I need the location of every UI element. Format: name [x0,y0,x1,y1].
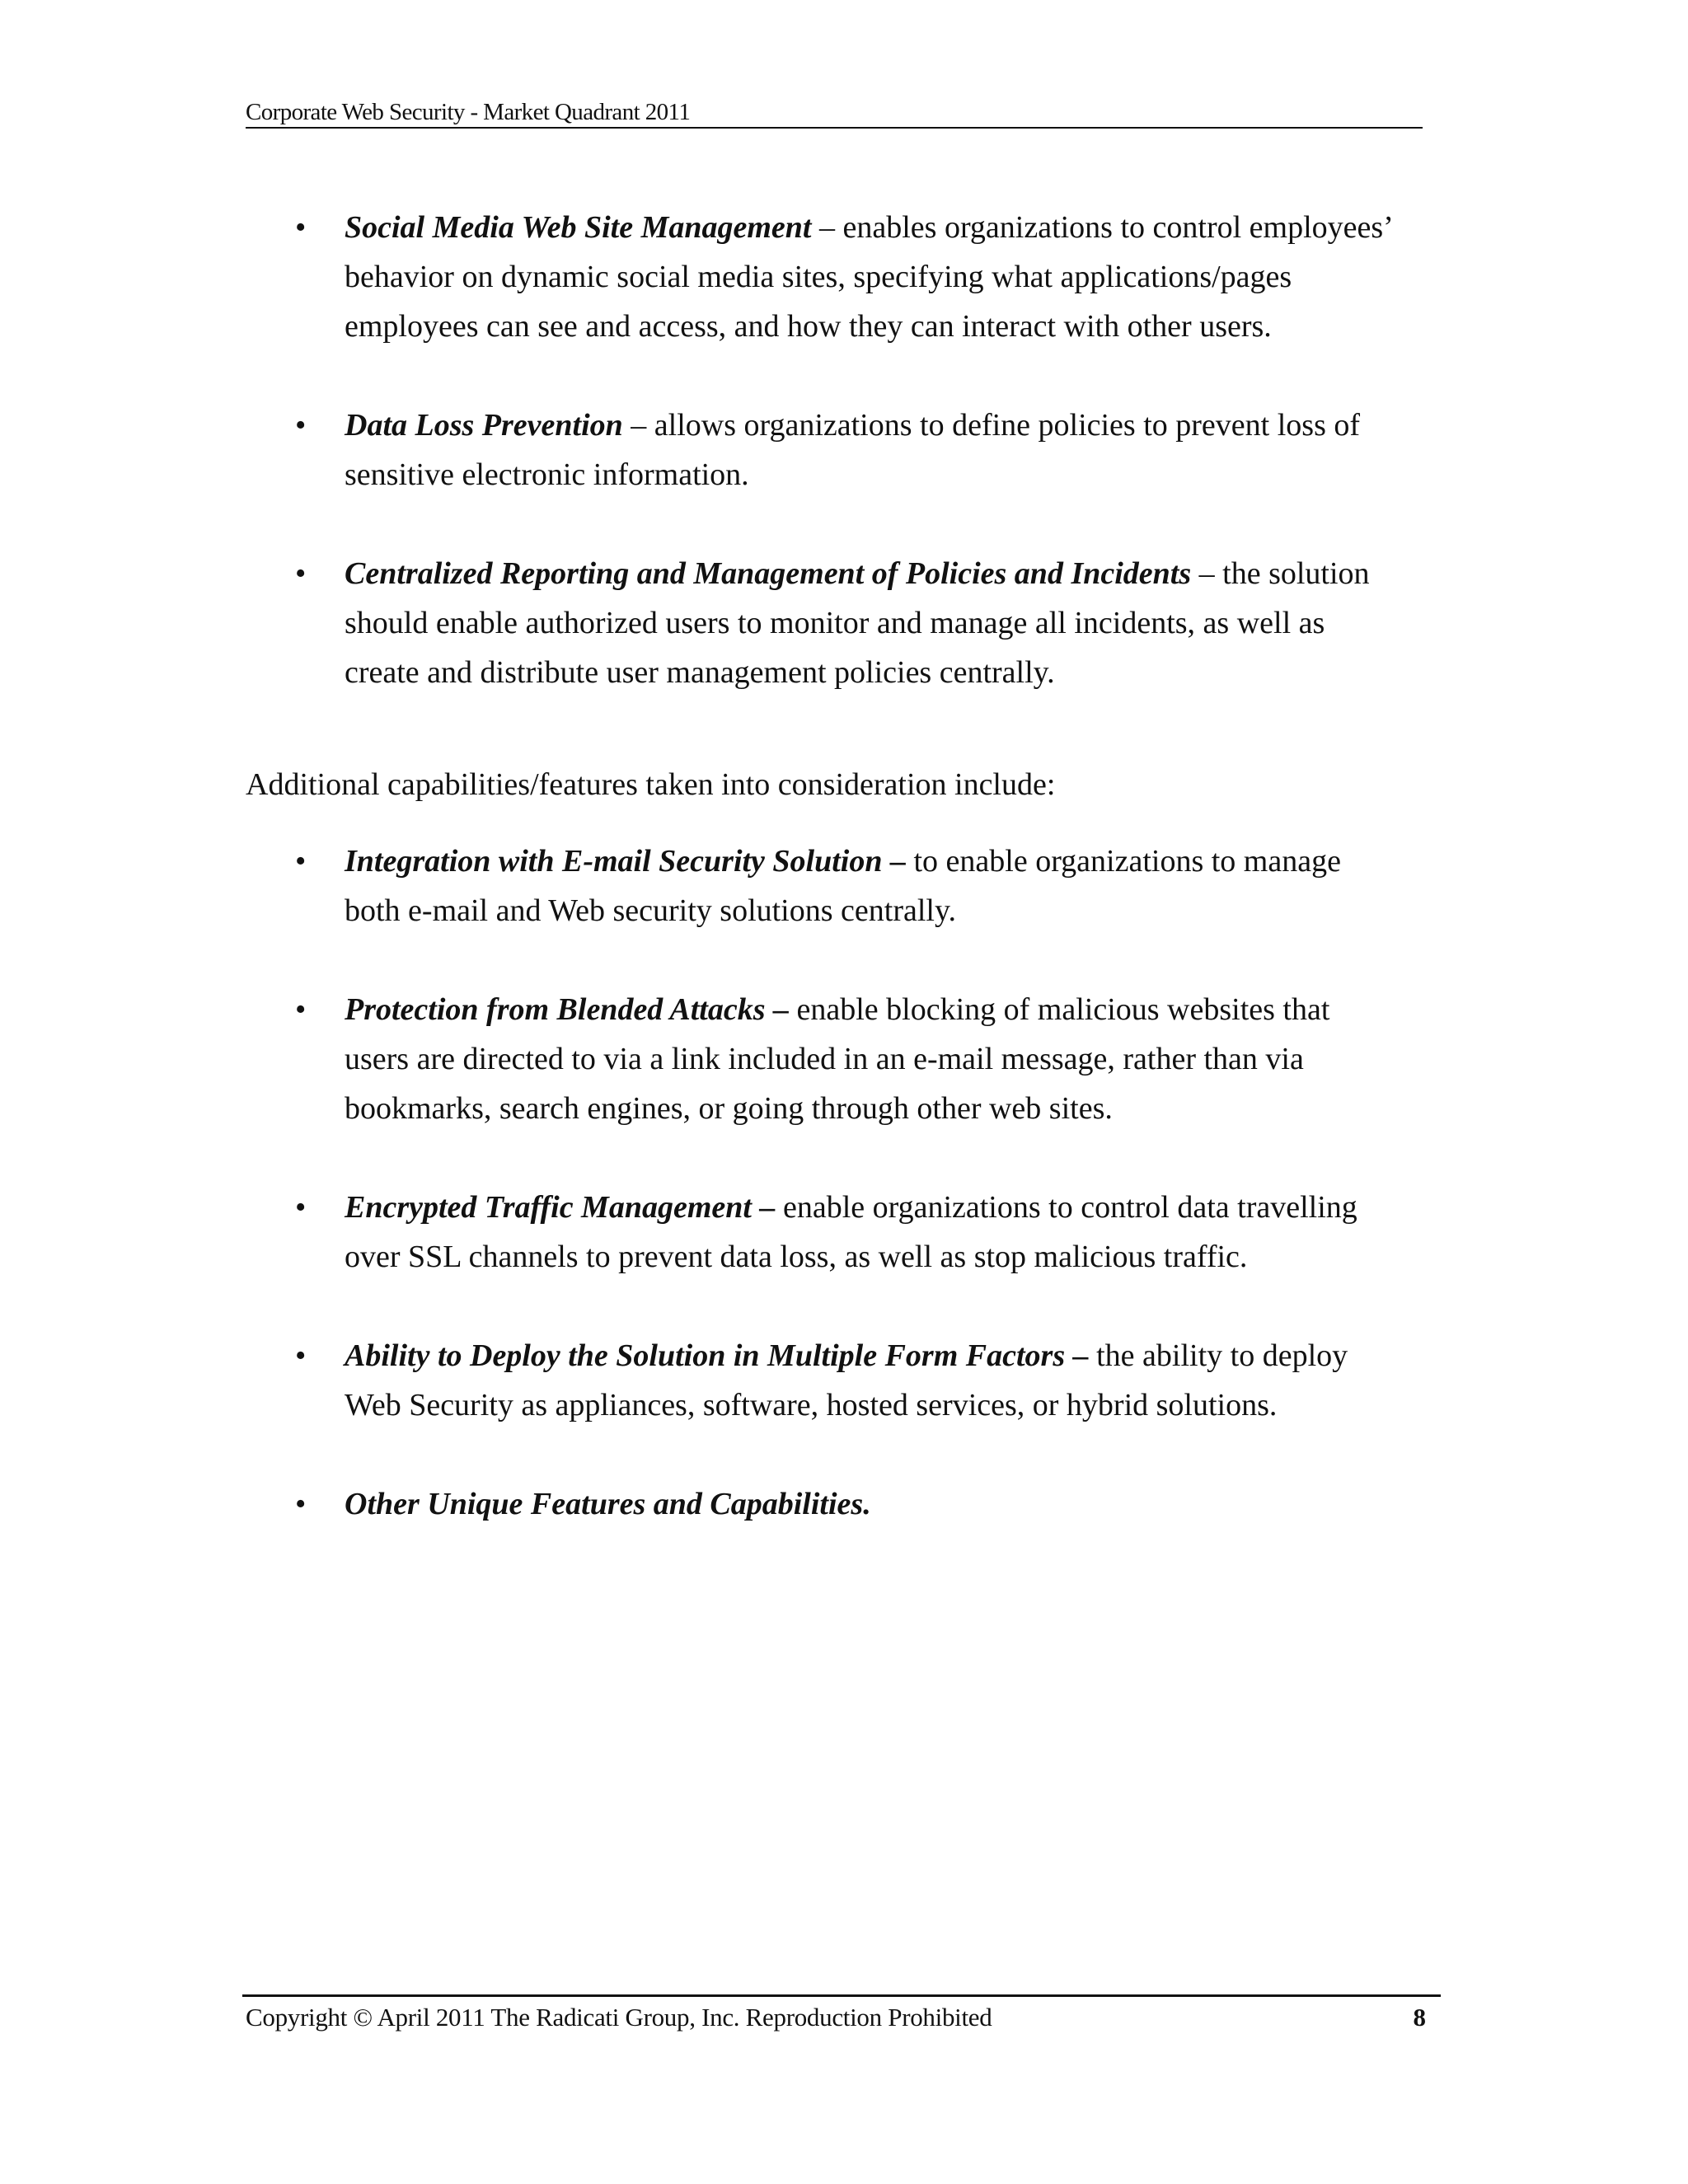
bullet-icon: • [295,556,307,591]
list-item [246,1183,1449,1282]
term-separator [1089,1338,1097,1373]
bullet-icon: • [295,210,307,245]
description-line: to enable organizations to manage [913,844,1341,879]
list-item-first-line [345,837,1449,886]
term-separator [775,1190,783,1225]
list-item [246,1479,1449,1529]
term-separator [789,992,797,1027]
description-line: sensitive electronic information. [345,457,749,492]
list-item-first-line [345,1331,1449,1380]
description-line: over SSL channels to prevent data loss, as well as stop malicious traffic. [345,1240,1248,1274]
description-line: enable organizations to control data travelling [782,1190,1357,1225]
feature-term: Data Loss Prevention [345,408,623,443]
description-line: create and distribute user management policies centrally. [345,655,1055,690]
feature-term: Centralized Reporting and Management of Policies and Incidents [345,556,1192,591]
term-separator: – [1191,556,1223,591]
description-line: both e-mail and Web security solutions centrally. [345,893,956,928]
list-item [246,203,1449,351]
page-number: 8 [1413,2003,1426,2032]
list-item-first-line [345,549,1449,598]
feature-term: Integration with E-mail Security Solution – [345,844,906,879]
running-header: Corporate Web Security - Market Quadrant 2011 [246,97,1423,129]
list-item-first-line [345,985,1449,1034]
list-item [246,401,1449,499]
list-item-first-line [345,401,1449,450]
list-item [246,1331,1449,1430]
footer-divider [242,1994,1441,1997]
list-item [246,549,1449,697]
feature-term: Ability to Deploy the Solution in Multiple Form Factors – [345,1338,1089,1373]
description-line: bookmarks, search engines, or going through other web sites. [345,1091,1113,1126]
bullet-icon: • [295,992,307,1027]
additional-capabilities-list [246,837,1449,1529]
bullet-icon: • [295,1190,307,1225]
description-line: the solution [1222,556,1370,591]
description-line: should enable authorized users to monitor and manage all incidents, as well as [345,606,1325,640]
bullet-icon: • [295,408,307,443]
list-item-first-line [345,1479,1449,1529]
list-item-first-line [345,203,1449,252]
list-item [246,985,1449,1133]
description-line: employees can see and access, and how they can interact with other users. [345,309,1272,344]
term-separator [906,844,914,879]
intro-paragraph: Additional capabilities/features taken into consideration include: [246,767,1056,802]
term-separator: – [622,408,654,443]
description-line: enables organizations to control employees’ [842,210,1394,245]
description-line: users are directed to via a link included in an e-mail message, rather than via [345,1042,1304,1076]
feature-term: Protection from Blended Attacks – [345,992,790,1027]
list-item-first-line [345,1183,1449,1232]
feature-term: Other Unique Features and Capabilities. [345,1487,871,1521]
description-line: behavior on dynamic social media sites, specifying what applications/pages [345,260,1292,294]
description-line: the ability to deploy [1096,1338,1348,1373]
description-line: allows organizations to define policies to prevent loss of [654,408,1361,443]
feature-term: Encrypted Traffic Management – [345,1190,776,1225]
list-item [246,837,1449,935]
feature-term: Social Media Web Site Management [345,210,812,245]
capabilities-list [246,203,1449,697]
term-separator: – [811,210,843,245]
bullet-icon: • [295,1487,307,1521]
description-line: enable blocking of malicious websites that [796,992,1330,1027]
copyright-notice: Copyright © April 2011 The Radicati Group, Inc. Reproduction Prohibited [246,2003,992,2032]
description-line: Web Security as appliances, software, hosted services, or hybrid solutions. [345,1388,1278,1422]
bullet-icon: • [295,1338,307,1373]
bullet-icon: • [295,844,307,879]
